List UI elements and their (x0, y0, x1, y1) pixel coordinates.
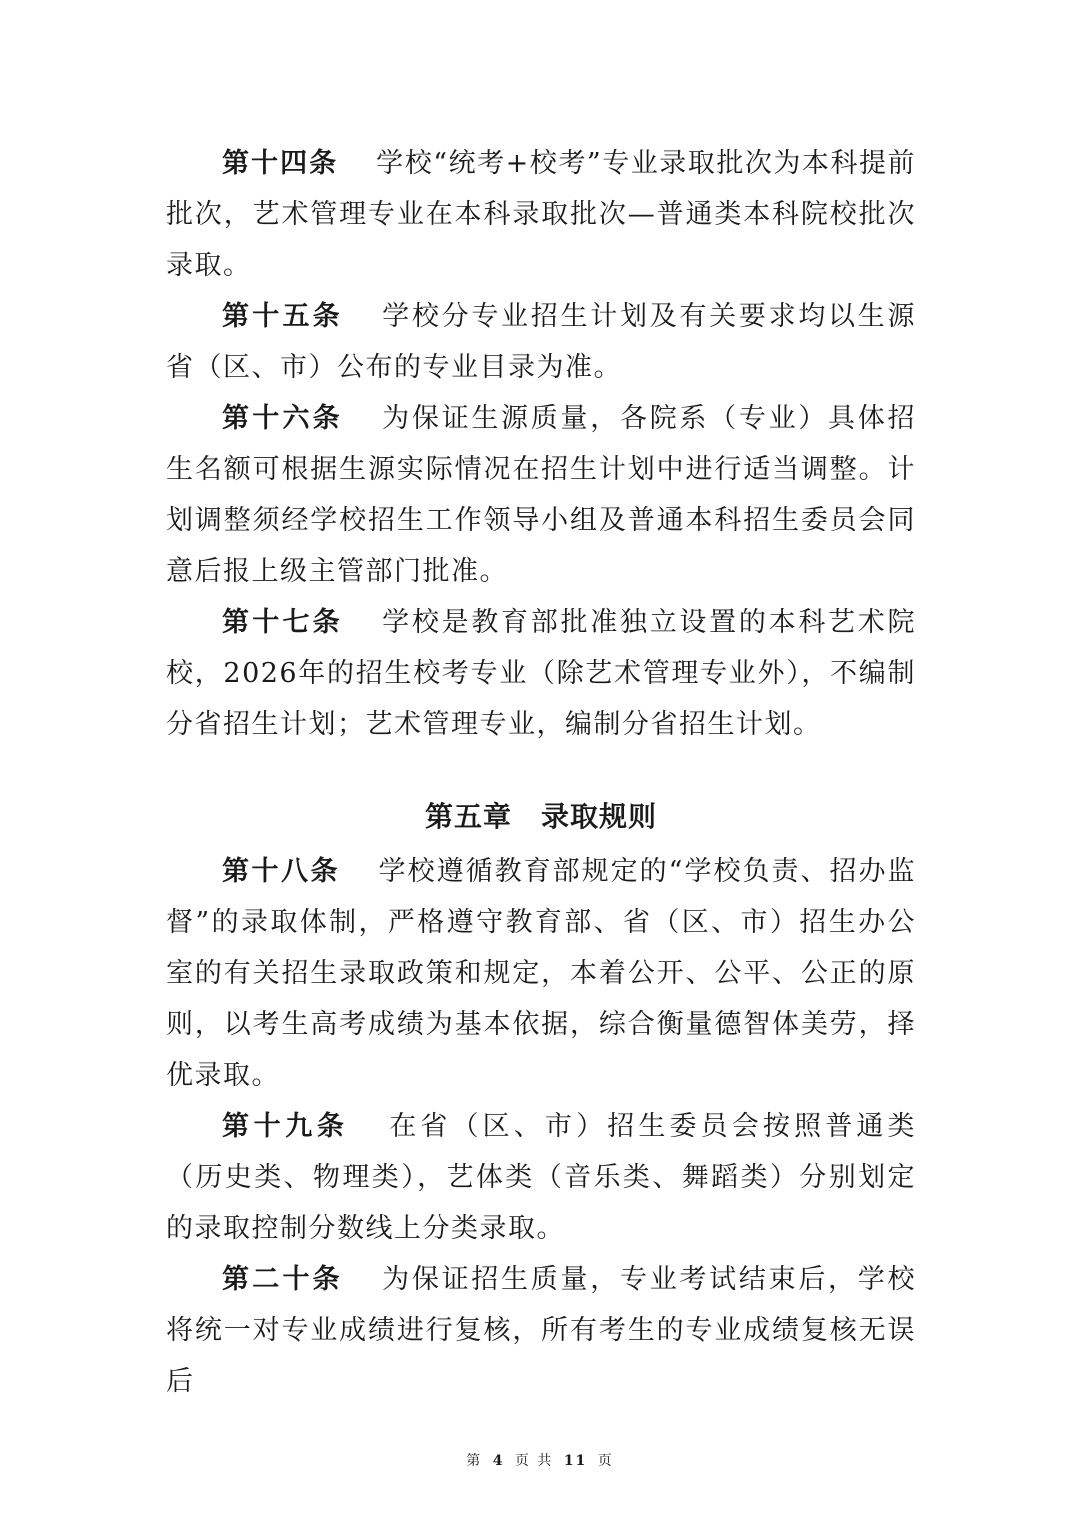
article-text: 学校“统考+校考”专业录取批次为本科提前批次，艺术管理专业在本科录取批次—普通类本科院校批次录取。 (166, 148, 917, 281)
footer-prefix: 第 (466, 1453, 483, 1469)
article-19 (166, 1101, 916, 1254)
article-17 (166, 597, 916, 750)
article-16 (166, 393, 916, 597)
article-text: 在省（区、市）招生委员会按照普通类（历史类、物理类），艺体类（音乐类、舞蹈类）分别划定的录取控制分数线上分类录取。 (166, 1111, 917, 1244)
article-18 (166, 846, 916, 1101)
article-number: 第十六条 (222, 403, 343, 434)
article-text: 学校分专业招生计划及有关要求均以生源省（区、市）公布的专业目录为准。 (166, 301, 917, 383)
article-number: 第十五条 (222, 301, 343, 332)
article-text: 学校遵循教育部规定的“学校负责、招办监督”的录取体制，严格遵守教育部、省（区、市）招生办公室的有关招生录取政策和规定，本着公开、公平、公正的原则，以考生高考成绩为基本依据，综合衡量德智体美劳，择优录取。 (166, 856, 917, 1091)
total-page-count: 11 (563, 1453, 588, 1469)
article-number: 第十七条 (222, 607, 343, 638)
article-14 (166, 138, 916, 291)
current-page-number: 4 (492, 1453, 505, 1469)
article-text: 学校是教育部批准独立设置的本科艺术院校，2026年的招生校考专业（除艺术管理专业外），不编制分省招生计划；艺术管理专业，编制分省招生计划。 (166, 607, 917, 740)
footer-suffix: 页 (597, 1453, 614, 1469)
article-number: 第十四条 (222, 148, 339, 179)
article-number: 第十九条 (222, 1111, 349, 1142)
document-body (166, 138, 916, 1407)
article-text: 为保证生源质量，各院系（专业）具体招生名额可根据生源实际情况在招生计划中进行适当调整。计划调整须经学校招生工作领导小组及普通本科招生委员会同意后报上级主管部门批准。 (166, 403, 917, 587)
page-footer (0, 1450, 1080, 1470)
article-20 (166, 1254, 916, 1407)
article-text: 为保证招生质量，专业考试结束后，学校将统一对专业成绩进行复核，所有考生的专业成绩复核无误后 (166, 1264, 917, 1397)
article-number: 第十八条 (222, 856, 341, 887)
article-number: 第二十条 (222, 1264, 343, 1295)
footer-middle: 页 共 (514, 1453, 554, 1469)
article-15 (166, 291, 916, 393)
chapter-title: 第五章 录取规则 (424, 800, 657, 833)
